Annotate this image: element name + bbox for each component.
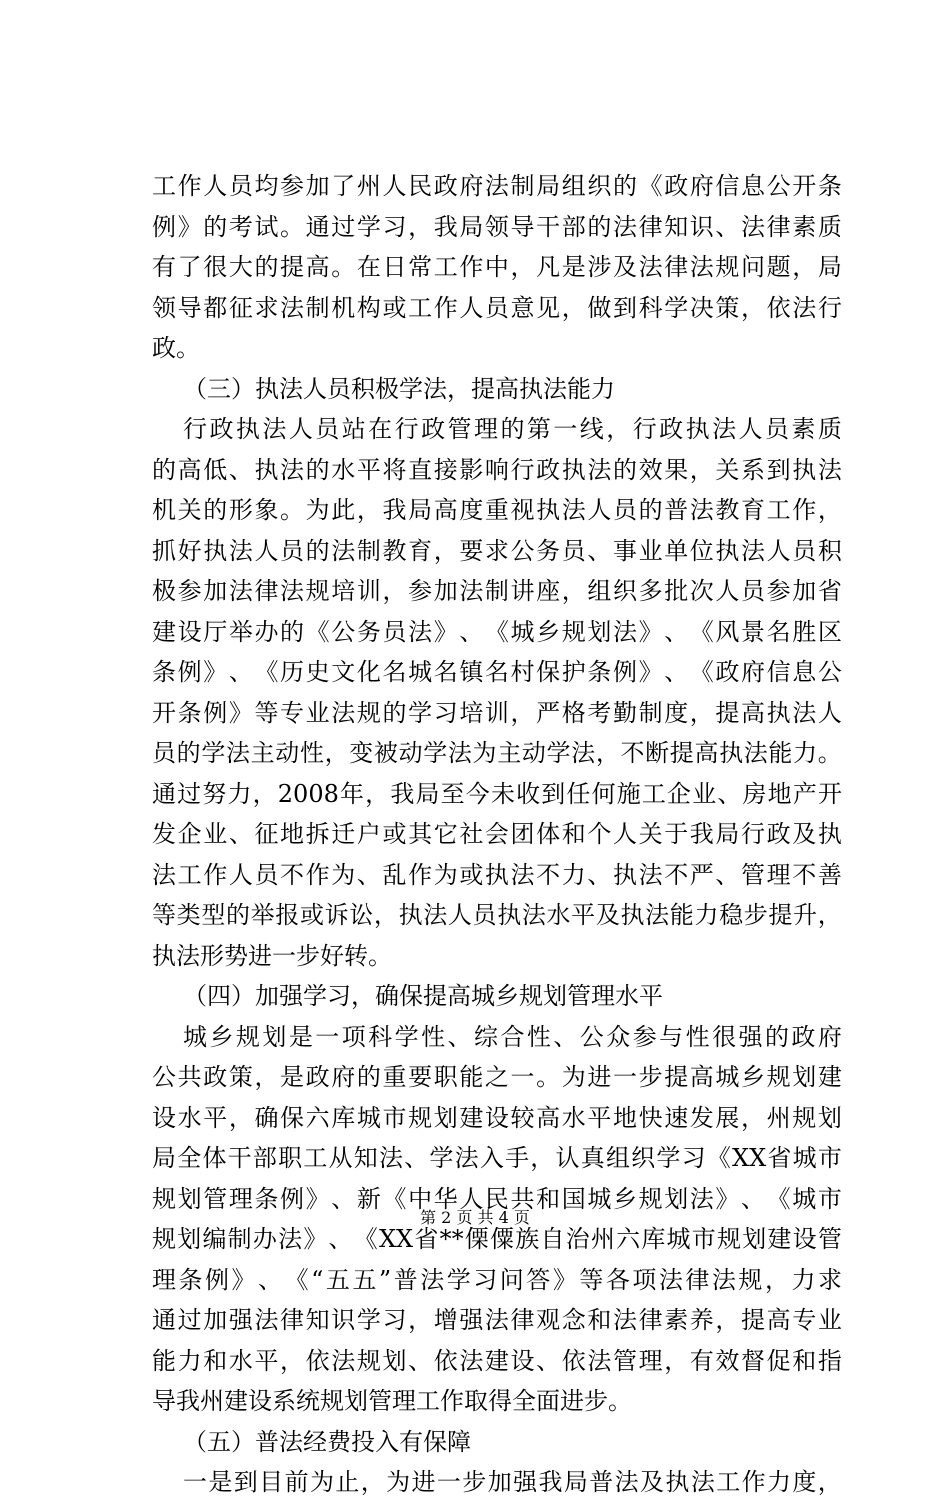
text-line: 的 高 低 、 执 法 的 水 平 将 直 接 影 响 行 政 执 法 的 效 果 ， 关 系 到 执 法 (152, 455, 842, 484)
text-line: 政。 (152, 334, 200, 362)
text-line: 能 力 和 水 平 ， 依 法 规 划 、 依 法 建 设 、 依 法 管 理 ， 有 效 督 促 和 指 (152, 1346, 842, 1375)
text-line: 设 水 平 ， 确 保 六 库 城 市 规 划 建 设 较 高 水 平 地 快 速 发 展 ， 州 规 划 (152, 1103, 842, 1132)
text-line: 开 条 例 》 等 专 业 法 规 的 学 习 培 训 ， 严 格 考 勤 制 度 ， 提 高 执 法 人 (152, 698, 842, 727)
text-line: 局 全 体 干 部 职 工 从 知 法 、 学 法 入 手 ， 认 真 组 织 学 习 《 XX 省 城 市 (152, 1144, 842, 1172)
text-line: 员 的 学 法 主 动 性 ， 变 被 动 学 法 为 主 动 学 法 ， 不 断 提 高 执 法 能 力 。 (152, 739, 842, 767)
text-line: 条 例 》 、 《 历 史 文 化 名 城 名 镇 名 村 保 护 条 例 》 、 《 政 府 信 息 公 (152, 658, 842, 686)
text-line: 通 过 加 强 法 律 知 识 学 习 ， 增 强 法 律 观 念 和 法 律 素 养 ， 提 高 专 业 (152, 1306, 842, 1334)
text-line: 例 》 的 考 试 。 通 过 学 习 ， 我 局 领 导 干 部 的 法 律 知 识 、 法 律 素 质 (152, 212, 842, 241)
text-line: 抓 好 执 法 人 员 的 法 制 教 育 ， 要 求 公 务 员 、 事 业 单 位 执 法 人 员 积 (152, 536, 842, 565)
text-line: 公 共 政 策 ， 是 政 府 的 重 要 职 能 之 一 。 为 进 一 步 提 高 城 乡 规 划 建 (152, 1063, 842, 1091)
text-line: 机 关 的 形 象 。 为 此 ， 我 局 高 度 重 视 执 法 人 员 的 普 法 教 育 工 作 ， (152, 496, 842, 524)
text-line: 建 设 厅 举 办 的 《 公 务 员 法 》 、 《 城 乡 规 划 法 》 、 《 风 景 名 胜 区 (152, 617, 842, 646)
text-line: 领 导 都 征 求 法 制 机 构 或 工 作 人 员 意 见 ， 做 到 科 学 决 策 ， 依 法 行 (152, 293, 842, 322)
text-line: 导我州建设系统规划管理工作取得全面进步。 (152, 1387, 632, 1415)
text-line: 执法形势进一步好转。 (152, 941, 392, 970)
document-body (152, 166, 842, 1503)
text-line: 行 政 执 法 人 员 站 在 行 政 管 理 的 第 一 线 ， 行 政 执 法 人 员 素 质 (183, 415, 842, 443)
text-line: 理 条 例 》 、 《 “ 五 五 ” 普 法 学 习 问 答 》 等 各 项 法 律 法 规 ， 力 求 (152, 1265, 842, 1294)
text-line: 极 参 加 法 律 法 规 培 训 ， 参 加 法 制 讲 座 ， 组 织 多 批 次 人 员 参 加 省 (152, 577, 842, 605)
text-line: 发 企 业 、 征 地 拆 迁 户 或 其 它 社 会 团 体 和 个 人 关 于 我 局 行 政 及 执 (152, 820, 842, 848)
page-number: 第 2 页 共 4 页 (420, 1208, 530, 1227)
text-line: 法 工 作 人 员 不 作 为 、 乱 作 为 或 执 法 不 力 、 执 法 不 严 、 管 理 不 善 (152, 860, 842, 889)
text-line: 规 划 编 制 办 法 》 、 《 XX 省 ** 傈 僳 族 自 治 州 六 库 城 市 规 划 建 设 管 (152, 1225, 842, 1253)
section-heading: （三）执法人员积极学法，提高执法能力 (183, 374, 615, 403)
text-line: 有 了 很 大 的 提 高 。 在 日 常 工 作 中 ， 凡 是 涉 及 法 律 法 规 问 题 ， 局 (152, 253, 842, 281)
section-heading: （四）加强学习，确保提高城乡规划管理水平 (183, 982, 663, 1010)
section-heading: （五）普法经费投入有保障 (183, 1427, 471, 1456)
text-line: 通 过 努 力 ， 2008 年 ， 我 局 至 今 未 收 到 任 何 施 工 企 业 、 房 地 产 开 (152, 779, 842, 808)
text-line: 等 类 型 的 举 报 或 诉 讼 ， 执 法 人 员 执 法 水 平 及 执 法 能 力 稳 步 提 升 ， (152, 901, 842, 929)
text-line: 规 划 管 理 条 例 》 、 新 《 中 华 人 民 共 和 国 城 乡 规 划 法 》 、 《 城 市 (152, 1184, 842, 1213)
text-line: 工 作 人 员 均 参 加 了 州 人 民 政 府 法 制 局 组 织 的 《 政 府 信 息 公 开 条 (152, 172, 842, 200)
text-line: 城 乡 规 划 是 一 项 科 学 性 、 综 合 性 、 公 众 参 与 性 很 强 的 政 府 (183, 1022, 842, 1051)
text-line: 一 是 到 目 前 为 止 ， 为 进 一 步 加 强 我 局 普 法 及 执 法 工 作 力 度 ， (183, 1468, 842, 1496)
